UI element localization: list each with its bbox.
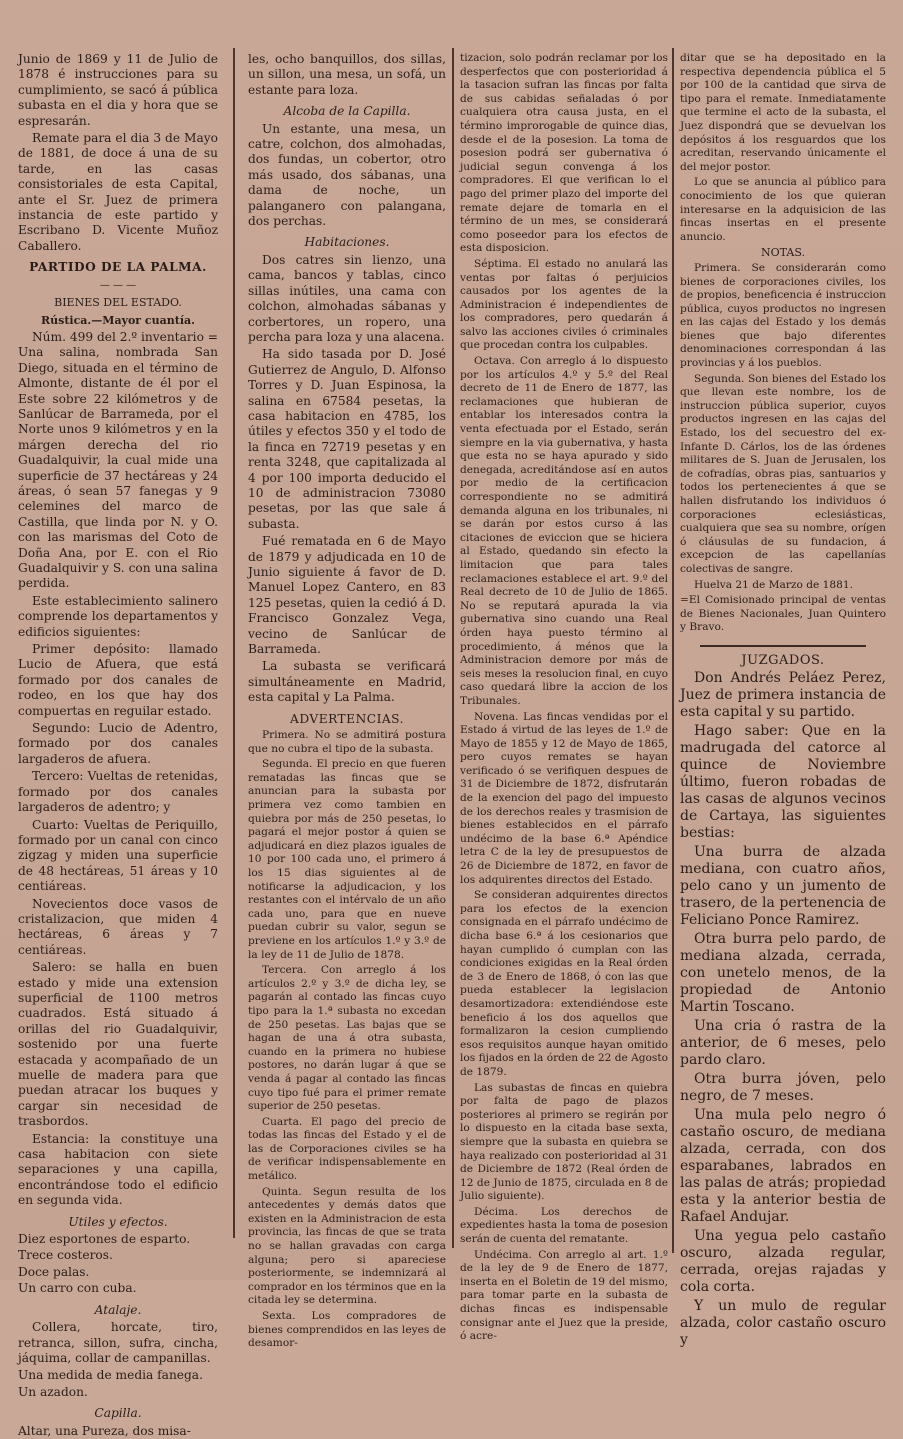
paragraph: Salero: se halla en buen estado y mide una extension superficial de 1100 metros cuadrados. Está situado á orillas del rio Guadalquivir, sostenido por una fuerte estacada y acompañado de un muelle de madera para que puedan atracar los buques y cargar sin necesidad de trasbordos.: [18, 960, 218, 1129]
paragraph: Octava. Con arreglo á lo dispuesto por los artículos 4.º y 5.º del Real decreto de 11 de Enero de 1877, las reclamaciones que hubieran de entablar los interesados contra la venta efectuada por el Estado, serán siempre en la via gubernativa, y hasta que esta no se haya apurado y sido denegada, acreditándose así en autos por medio de la certificacion correspondiente no se admitirá demanda alguna en los tribunales, ni se darán por estos curso á las citaciones de eviccion que se hiciera al Estado, quedando sin efecto la limitacion que para tales reclamaciones establece el art. 9.º del Real decreto de 10 de Julio de 1865. No se reputará apurada la via gubernativa sino cuando una Real órden haya puesto término al procedimiento, á ménos que la Administracion demore por más de seis meses la resolucion final, en cuyo caso quedará libre la accion de los Tribunales.: [460, 355, 668, 707]
paragraph: Séptima. El estado no anulará las ventas por faltas ó perjuicios causados por los agentes de la Administracion é independientes de los compradores, pero quedarán á salvo las acciones civiles ó criminales que procedan contra los culpables.: [460, 257, 668, 352]
list-item: Un carro con cuba.: [18, 1281, 137, 1296]
paragraph: Una burra de alzada mediana, con cuatro años, pelo cano y un jumento de trasero, de la pertenencia de Feliciano Ponce Ramirez.: [680, 844, 886, 929]
list-item: Diez esportones de esparto.: [18, 1232, 191, 1247]
paragraph: Una yegua pelo castaño oscuro, alzada regular, cerrada, orejas rajadas y cola corta.: [680, 1228, 886, 1296]
list-item: Una medida de media fanega.: [18, 1368, 203, 1383]
paragraph: Fué rematada en 6 de Mayo de 1879 y adjudicada en 10 de Junio siguiente á favor de D. Manuel Lopez Cantero, en 83 125 pesetas, quien la cedió á D. Francisco Gonzalez Vega, vecino de Sanlúcar de Barrameda.: [248, 534, 446, 657]
paragraph: Primera. No se admitirá postura que no cubra el tipo de la subasta.: [248, 729, 446, 755]
advertencias-block: [248, 729, 446, 1351]
divider: — — —: [99, 279, 137, 291]
subheading: Habitaciones.: [304, 235, 390, 250]
paragraph: Segunda. El precio en que fueren rematadas las fincas que se anuncian para la subasta por primera vez como tambien en quiebra por más de 250 pesetas, lo pagará el mejor postor á quien se adjudicará en diez plazos iguales de 10 por 100 cada uno, el primero á los 15 dias siguientes al de notificarse la adjudicacion, y los restantes con el intérvalo de un año cada uno, para que en nueve puedan cubrir su valor, segun se previene en los artículos 1.º y 3.º de la ley de 11 de Julio de 1878.: [248, 758, 446, 961]
paragraph: ditar que se ha depositado en la respectiva dependencia pública el 5 por 100 de la cantidad que sirva de tipo para el remate. Inmediatamente que termine el acto de la subasta, el Juez dispondrá que se devuelvan los depósitos á los resguardos que los acreditan, reservando únicamente el del mejor postor.: [680, 52, 886, 173]
paragraph: tizacion, solo podrán reclamar por los desperfectos que con posterioridad á la tasacion sufran las fincas por falta de sus cabidas señaladas ó por cualquiera otra causa justa, en el término improrogable de quince dias, desde el de la posesion. La toma de posesion podrá ser gubernativa ó judicial segun convenga á los compradores. El que verifican lo el pago del primer plazo del importe del remate dejare de tomarla en el término de un mes, se considerará como poseedor para los efectos de esta disposicion.: [460, 52, 668, 255]
subheading: Utiles y efectos.: [68, 1214, 168, 1229]
paragraph: Lo que se anuncia al público para conocimiento de los que quieran interesarse en la adquisicion de las fincas insertas en el presente anuncio.: [680, 176, 886, 243]
paragraph: Un estante, una mesa, un catre, colchon, dos almohadas, dos fundas, un cobertor, otro más usado, dos sábanas, una dama de noche, un palanganero con palangana, dos perchas.: [248, 121, 446, 229]
paragraph: Cuarta. El pago del precio de todas las fincas del Estado y el de las de Corporaciones civiles se ha de verificar indispensablemente en metálico.: [248, 1115, 446, 1183]
column-rule: [233, 48, 235, 1238]
paragraph: Una cria ó rastra de la anterior, de 6 meses, pelo pardo claro.: [680, 1018, 886, 1069]
paragraph: Otra burra jóven, pelo negro, de 7 meses.: [680, 1071, 886, 1105]
subheading: Atalaje.: [94, 1302, 142, 1317]
paragraph: Cuarto: Vueltas de Periquillo, formado por un canal con cinco zigzag y miden una superficie de 48 hectáreas, 51 áreas y 10 centiáreas.: [18, 817, 218, 894]
paragraph: Sexta. Los compradores de bienes comprendidos en las leyes de desamor-: [248, 1310, 446, 1350]
paragraph: Núm. 499 del 2.º inventario = Una salina, nombrada San Diego, situada en el término de Almonte, distante de él por el Este sobre 22 kilómetros y de Sanlúcar de Barrameda, por el Norte unos 9 kilómetros y en la márgen derecha del rio Guadalquivir, la cual mide una superficie de 37 hectáreas y 24 áreas, ó sean 57 fanegas y 9 celemines del marco de Castilla, que linda por N. y O. con las marismas del Coto de Doña Ana, por E. con el Rio Guadalquivir y S. con una salina perdida.: [18, 329, 218, 591]
section-heading: ADVERTENCIAS.: [290, 711, 404, 726]
paragraph: Remate para el dia 3 de Mayo de 1881, de doce á una de su tarde, en las casas consistoriales de esta Capital, ante el Sr. Juez de primera instancia de este partido y Escribano D. Vicente Muñoz Caballero.: [18, 131, 218, 253]
paragraph: Y un mulo de regular alzada, color castaño oscuro y: [680, 1298, 886, 1349]
section-heading: JUZGADOS.: [741, 652, 825, 668]
column-rule: [452, 48, 454, 1248]
column-rule: [672, 48, 674, 1253]
column-3: [460, 52, 668, 1343]
divider: [700, 645, 866, 647]
paragraph: Novecientos doce vasos de cristalizacion, que miden 4 hectáreas, 6 áreas y 7 centiáreas.: [18, 896, 218, 957]
paragraph: Segunda. Son bienes del Estado los que llevan este nombre, los de instruccion pública superior, cuyos productos ingresen en las cajas del Estado, los del secuestro del ex-Infante D. Cárlos, los de las órdenes militares de S. Juan de Jerusalen, los de cofradías, obras pias, santuarios y todos los pertenecientes á que se hallen disfrutando los individuos ó corporaciones eclesiásticas, cualquiera que sea su nombre, orígen ó cláusulas de su fundacion, á excepcion de las capellanías colectivas de sangre.: [680, 372, 886, 575]
column-1: [18, 52, 218, 1438]
paragraph: Undécima. Con arreglo al art. 1.º de la ley de 9 de Enero de 1877, inserta en el Boletin de 19 del mismo, para tomar parte en la subasta de dichas fincas es indispensable consignar ante el Juez que la preside, ó acre-: [460, 1248, 668, 1343]
notes-block: [680, 52, 886, 635]
signature: =El Comisionado principal de ventas de Bienes Nacionales, Juan Quintero y Bravo.: [680, 594, 886, 634]
list-item: Un azadon.: [18, 1384, 88, 1399]
column-4: [680, 52, 886, 1349]
paragraph: Don Andrés Peláez Perez, Juez de primera instancia de esta capital y su partido.: [680, 670, 886, 721]
paragraph: Se consideran adquirentes directos para los efectos de la exencion consignada en el párrafo undécimo de dicha base 6.ª á los cesionarios que hayan cumplido ó cumplan con las condiciones exigidas en la Real órden de 3 de Enero de 1868, ó con las que pueda establecer la legislacion desamortizadora: extendiéndose este beneficio á los dos aquellos que formalizaron la cesion cumpliendo esos requisitos aunque hayan omitido los fijados en la órden de 22 de Agosto de 1879.: [460, 889, 668, 1078]
paragraph: Segundo: Lucio de Adentro, formado por dos canales largaderos de afuera.: [18, 721, 218, 766]
paragraph: Este establecimiento salinero comprende los departamentos y edificios siguientes:: [18, 593, 218, 639]
paragraph: Collera, horcate, tiro, retranca, sillon, sufra, cincha, jáquima, collar de campanillas.: [18, 1320, 218, 1365]
paragraph: Huelva 21 de Marzo de 1881.: [694, 578, 853, 591]
paragraph: Primer depósito: llamado Lucio de Afuera, que está formado por dos canales de rodeo, en los que hay dos compuertas en reguilar estado.: [18, 642, 218, 718]
paragraph: La subasta se verificará simultáneamente en Madrid, esta capital y La Palma.: [248, 659, 446, 705]
list-item: Trece costeros.: [18, 1248, 113, 1263]
subheading: NOTAS.: [761, 246, 805, 260]
paragraph: les, ocho banquillos, dos sillas, un sillon, una mesa, un sofá, un estante para loza.: [248, 52, 446, 97]
subheading: Capilla.: [94, 1406, 142, 1421]
section-heading: PARTIDO DE LA PALMA.: [29, 260, 207, 275]
paragraph: Quinta. Segun resulta de los antecedentes y demás datos que existen en la Administracion de esta provincia, las fincas de que se trata no se hallan gravadas con carga alguna; pero si apareciese posteriormente, se indemnizará al comprador en los términos que en la citada ley se determina.: [248, 1185, 446, 1307]
list-item: Doce palas.: [18, 1264, 90, 1279]
paragraph: Altar, una Pureza, dos misa-: [18, 1423, 191, 1438]
paragraph: Las subastas de fincas en quiebra por falta de pago de plazos posteriores al primero se regirán por lo dispuesto en la citada base sexta, siempre que la subasta en quiebra se haya realizado con posterioridad al 31 de Diciembre de 1872 (Real órden de 12 de Junio de 1875, circulada en 8 de Julio siguiente).: [460, 1081, 668, 1203]
paragraph: Junio de 1869 y 11 de Julio de 1878 é instrucciones para su cumplimiento, se sacó á pública subasta en el dia y hora que se espresarán.: [18, 52, 218, 128]
paragraph: Novena. Las fincas vendidas por el Estado á virtud de las leyes de 1.º de Mayo de 1855 y 12 de Mayo de 1865, pero cuyos remates se hayan verificado ó se verifiquen despues de 31 de Diciembre de 1872, disfrutarán de la exencion del pago del impuesto de los derechos reales y trasmision de bienes establecidos en el párrafo undécimo de la base 6.ª Apéndice letra C de la ley de presupuestos de 26 de Diciembre de 1872, en favor de los adquirentes directos del Estado.: [460, 710, 668, 886]
paragraph: Décima. Los derechos de expedientes hasta la toma de posesion serán de cuenta del rematante.: [460, 1205, 668, 1246]
subheading: Alcoba de la Capilla.: [283, 104, 411, 119]
subheading: Rústica.—Mayor cuantía.: [41, 313, 195, 327]
paragraph: Tercera. Con arreglo á los artículos 2.º y 3.º de dicha ley, se pagarán al contado las fincas cuyo tipo para la 1.ª subasta no excedan de 250 pesetas. Las bajas que se hagan de una á otra subasta, cuando en la primera no hubiese postores, no darán lugar á que se venda á pagar al contado las fincas cuyo tipo fué para el primer remate superior de 250 pesetas.: [248, 964, 446, 1113]
column-2: [248, 52, 446, 1350]
paragraph: Ha sido tasada por D. José Gutierrez de Angulo, D. Alfonso Torres y D. Juan Espinosa, la salina en 67584 pesetas, la casa habitacion en 4785, los útiles y efectos 350 y el todo de la finca en 72719 pesetas y en renta 3248, que capitalizada al 4 por 100 importa deducido el 10 de administracion 73080 pesetas, por las que sale á subasta.: [248, 347, 446, 531]
paragraph: Dos catres sin lienzo, una cama, bancos y tablas, cinco sillas inútiles, una cama con colchon, almohadas sábanas y corbertores, un ropero, una percha para loza y una alacena.: [248, 252, 446, 344]
paragraph: Una mula pelo negro ó castaño oscuro, de mediana alzada, cerrada, con dos esparabanes, labrados en las palas de atrás; propiedad esta y la anterior bestia de Rafael Andujar.: [680, 1107, 886, 1226]
paragraph: Otra burra pelo pardo, de mediana alzada, cerrada, con unetelo menos, de la propiedad de Antonio Martin Toscano.: [680, 931, 886, 1016]
subheading: BIENES DEL ESTADO.: [54, 296, 182, 310]
paragraph: Primera. Se considerarán como bienes de corporaciones civiles, los de propios, beneficencia é instruccion pública, cuyos productos no ingresen en las cajas del Estado y los demás bienes que bajo diferentes denominaciones correspondan á las provincias y á los pueblos.: [680, 261, 886, 370]
paragraph: Estancia: la constituye una casa habitacion con siete separaciones y una capilla, encontrándose todo el edificio en segunda vida.: [18, 1131, 218, 1208]
juzgado-block: [680, 670, 886, 1349]
paragraph: Hago saber: Que en la madrugada del catorce al quince de Noviembre último, fueron robadas de las casas de algunos vecinos de Cartaya, las siguientes bestias:: [680, 723, 886, 842]
paragraph: Tercero: Vueltas de retenidas, formado por dos canales largaderos de adentro; y: [18, 769, 218, 815]
